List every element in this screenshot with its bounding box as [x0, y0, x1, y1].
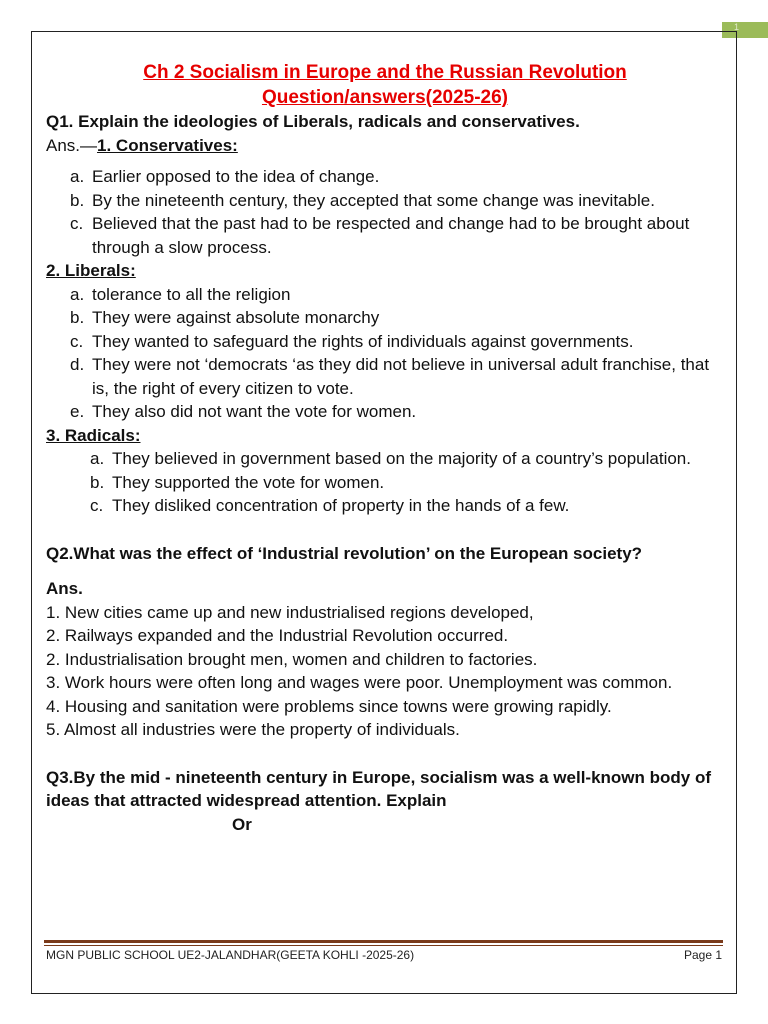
footer-rule-thick — [44, 940, 723, 943]
question-2: Q2.What was the effect of ‘Industrial revolution’ on the European society? — [46, 543, 643, 563]
list-item: b. They supported the vote for women. — [90, 472, 385, 492]
list-item: c. They disliked concentration of property in the hands of a few. — [90, 496, 570, 515]
list-item: b. They were against absolute monarchy — [70, 308, 380, 327]
list-item: a. They believed in government based on the majority of a country’s population. — [90, 449, 691, 468]
answer-2-point: 2. Industrialisation brought men, women and children to factories. — [46, 649, 538, 669]
answer-2-point: 5. Almost all industries were the property of individuals. — [46, 720, 460, 739]
or-separator: Or — [232, 814, 252, 834]
answer-2-point: 2. Railways expanded and the Industrial Revolution occurred. — [46, 626, 509, 645]
radicals-list — [46, 447, 726, 518]
answer-1-intro — [46, 134, 726, 158]
list-item: c. They wanted to safeguard the rights of individuals against governments. — [70, 331, 634, 351]
list-item: d. They were not ‘democrats ‘as they did not believe in universal adult franchise, that is, the right of every citizen to vote. — [70, 355, 710, 398]
list-item: a. tolerance to all the religion — [70, 284, 291, 304]
radicals-heading: 3. Radicals: — [46, 425, 141, 445]
footer-rule-thin — [44, 945, 723, 946]
title-line-1: Ch 2 Socialism in Europe and the Russian Revolution — [143, 62, 627, 83]
document-body — [46, 60, 726, 836]
answer-2-point: 1. New cities came up and new industrialised regions developed, — [46, 602, 534, 622]
liberals-list — [46, 283, 726, 424]
question-1: Q1. Explain the ideologies of Liberals, radicals and conservatives. — [46, 112, 580, 131]
question-3: Q3.By the mid - nineteenth century in Europe, socialism was a well-known body of ideas that attracted widespread attention. Explain — [46, 767, 712, 810]
list-item: c. Believed that the past had to be respected and change had to be brought about through a slow process. — [70, 214, 690, 257]
answer-2-label: Ans. — [46, 579, 83, 598]
footer-page-number: Page 1 — [684, 948, 723, 962]
footer-school-name: MGN PUBLIC SCHOOL UE2-JALANDHAR(GEETA KOHLI -2025-26) — [46, 948, 415, 962]
page-tab-number: 1 — [734, 22, 740, 32]
title-line-2: Question/answers(2025-26) — [261, 87, 509, 108]
answer-prefix: Ans.— — [46, 135, 98, 155]
conservatives-heading: 1. Conservatives: — [97, 135, 238, 155]
answer-2-point: 4. Housing and sanitation were problems since towns were growing rapidly. — [46, 696, 612, 716]
list-item: a. Earlier opposed to the idea of change. — [70, 167, 380, 186]
list-item: e. They also did not want the vote for women. — [70, 402, 417, 421]
answer-2-point: 3. Work hours were often long and wages were poor. Unemployment was common. — [46, 673, 673, 692]
conservatives-list — [46, 165, 726, 259]
liberals-heading: 2. Liberals: — [46, 261, 136, 280]
list-item: b. By the nineteenth century, they accepted that some change was inevitable. — [70, 190, 655, 210]
